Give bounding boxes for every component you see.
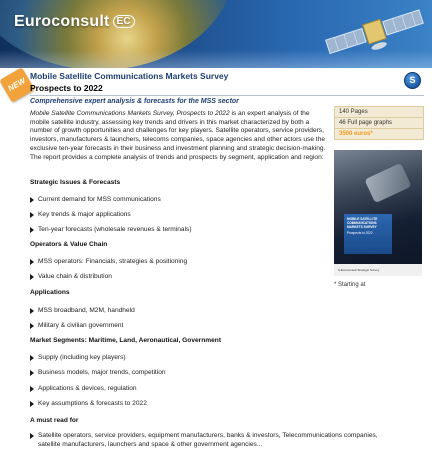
bullet-arrow-icon xyxy=(30,197,34,203)
bullet-arrow-icon xyxy=(30,259,34,265)
satellite-icon xyxy=(322,4,432,62)
list-item: Key assumptions & forecasts to 2022 xyxy=(30,400,147,407)
tagline: Comprehensive expert analysis & forecasts for the MSS sector xyxy=(30,98,239,105)
list-item: Satellite operators, service providers, equipment manufacturers, banks & investors, Telecommunications companies, satellite manufacturers, launchers and space & other government agencies... xyxy=(30,432,398,449)
bullet-arrow-icon xyxy=(30,401,34,407)
intro-paragraph xyxy=(30,110,327,154)
list-item: Supply (including key players) xyxy=(30,354,126,361)
logo-text: Euroconsult xyxy=(14,13,110,30)
logo-badge: EC xyxy=(113,15,135,28)
list-item: Military & civilian government xyxy=(30,322,123,329)
report-subtitle-year: Prospects to 2022 xyxy=(30,83,103,93)
section-title: Operators & Value Chain xyxy=(30,241,108,248)
list-item: Key trends & major applications xyxy=(30,211,131,218)
list-item: Ten-year forecasts (wholesale revenues & terminals) xyxy=(30,226,192,233)
cover-title-band xyxy=(344,214,392,254)
report-cover[interactable] xyxy=(334,150,422,276)
price: 3500 euros* xyxy=(334,128,424,140)
cover-satellite-image xyxy=(364,163,411,203)
list-item: Value chain & distribution xyxy=(30,273,112,280)
section-title: A must read for xyxy=(30,417,79,424)
lead-sentence: The report provides a complete analysis of trends and prospects by segment, application and region: xyxy=(30,154,324,161)
cover-subtitle: Prospects to 2022 xyxy=(347,231,373,235)
header-banner xyxy=(0,0,432,68)
new-badge: NEW xyxy=(0,67,35,103)
list-item: MSS broadband, M2M, handheld xyxy=(30,307,135,314)
list-item: Current demand for MSS communications xyxy=(30,196,161,203)
social-icon[interactable]: S xyxy=(404,72,421,89)
intro-italic: Mobile Satellite Communications Markets Survey, Prospects to 2022 xyxy=(30,110,230,117)
bullet-arrow-icon xyxy=(30,323,34,329)
list-item: MSS operators: Financials, strategies & positioning xyxy=(30,258,187,265)
cover-title: MOBILE SATELLITE COMMUNICATIONS MARKETS SURVEY xyxy=(347,217,378,229)
list-item: Applications & devices, regulation xyxy=(30,385,137,392)
starting-at-note: * Starting at xyxy=(334,282,366,288)
bullet-arrow-icon xyxy=(30,370,34,376)
graphs-count: 46 Full page graphs xyxy=(334,117,424,128)
bullet-arrow-icon xyxy=(30,308,34,314)
bullet-arrow-icon xyxy=(30,386,34,392)
section-title: Strategic Issues & Forecasts xyxy=(30,179,121,186)
divider xyxy=(30,95,424,96)
list-item: Business models, major trends, competition xyxy=(30,369,166,376)
product-info-box xyxy=(334,106,424,140)
report-title: Mobile Satellite Communications Markets Survey xyxy=(30,71,229,81)
bullet-arrow-icon xyxy=(30,433,34,439)
logo[interactable] xyxy=(14,13,135,31)
bullet-arrow-icon xyxy=(30,274,34,280)
section-title: Market Segments: Maritime, Land, Aeronautical, Government xyxy=(30,337,222,344)
pages-count: 140 Pages xyxy=(334,106,424,117)
cover-footer: A Euroconsult Strategic Survey xyxy=(334,264,422,276)
bullet-arrow-icon xyxy=(30,212,34,218)
section-title: Applications xyxy=(30,289,70,296)
intro-body: is an expert analysis of the mobile satellite industry, assessing key trends and drivers in this market characterized by both a number of growth opportunities and challenges for key players. Satellite operators, service providers, investors, manufacturers & launchers, telecoms companies, space agencies and other actors use the exclusive ten-year forecasts in their business and investment planning and strategic decision-making. xyxy=(30,110,326,152)
bullet-arrow-icon xyxy=(30,227,34,233)
bullet-arrow-icon xyxy=(30,355,34,361)
